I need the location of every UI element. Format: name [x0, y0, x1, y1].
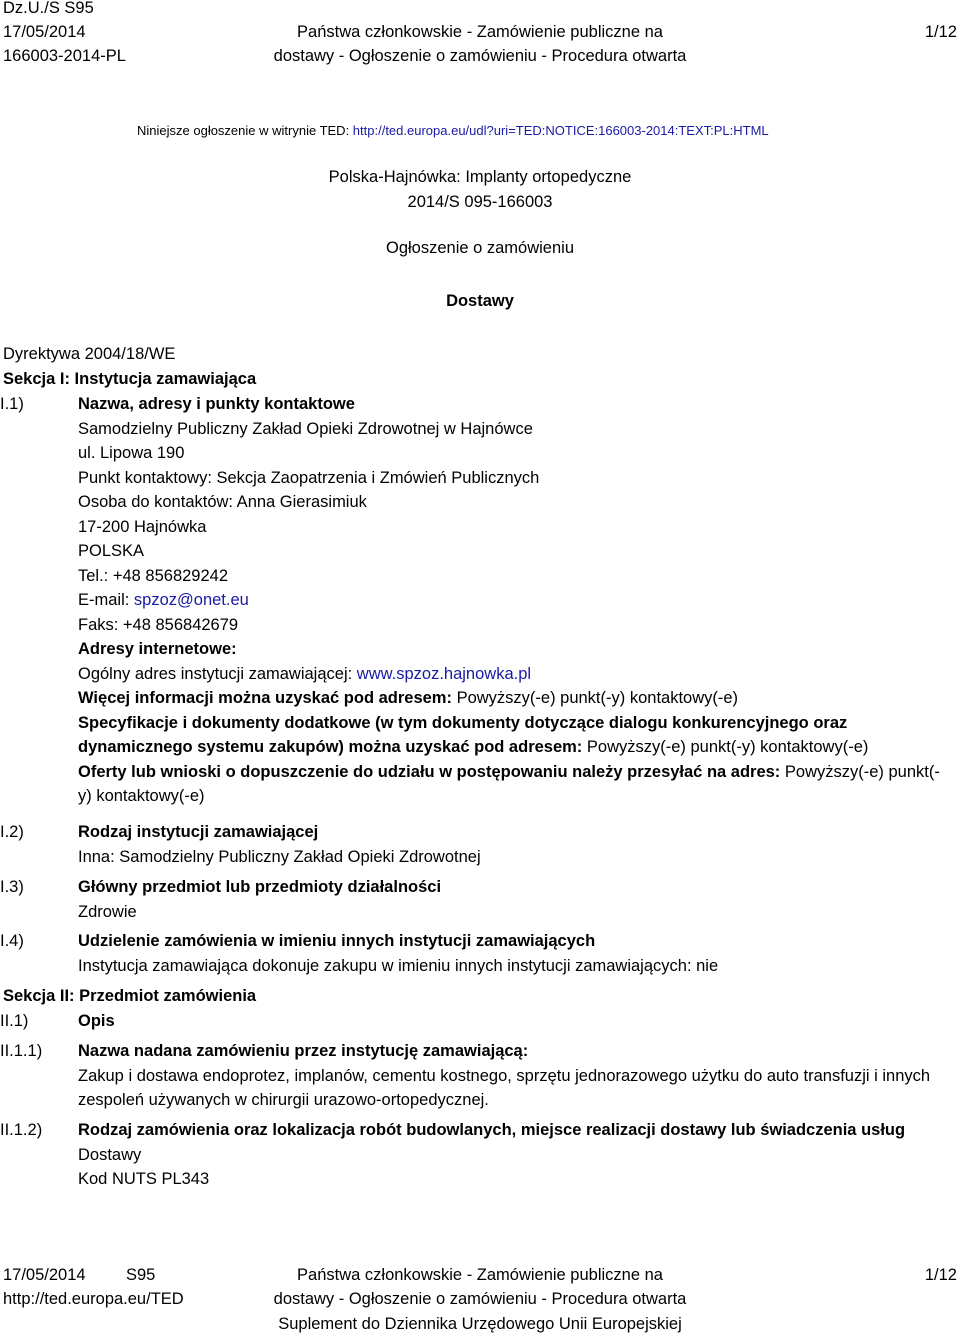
- section-i3-title: Główny przedmiot lub przedmioty działalności: [78, 878, 442, 896]
- footer-date: 17/05/2014: [3, 1266, 86, 1284]
- email-link[interactable]: spzoz@onet.eu: [133, 591, 249, 609]
- fax-line: Faks: +48 856842679: [78, 615, 239, 634]
- section-ii12-body: [78, 1118, 948, 1192]
- notice-number: 2014/S 095-166003: [407, 193, 553, 211]
- contact-line: ul. Lipowa 190: [78, 444, 185, 462]
- email-label: E-mail:: [78, 591, 134, 609]
- ted-notice-prefix: Niniejsze ogłoszenie w witrynie TED:: [137, 123, 353, 138]
- header-date: 17/05/2014: [3, 23, 86, 41]
- notice-title: Polska-Hajnówka: Implanty ortopedyczne: [328, 168, 632, 186]
- contact-line: Punkt kontaktowy: Sekcja Zaopatrzenia i Zmówień Publicznych: [78, 468, 540, 487]
- footer-category-line1: Państwa członkowskie - Zamówienie publiczne na: [297, 1266, 663, 1284]
- section-i1-number: I.1): [0, 395, 24, 413]
- footer-supplement: Suplement do Dziennika Urzędowego Unii Europejskiej: [278, 1315, 682, 1333]
- section-ii11-value: Zakup i dostawa endoprotez, implanów, cementu kostnego, sprzętu jednorazowego użytku do auto transfuzji i innych zespoleń używanych w chirurgii urazowo-ortopedycznej.: [78, 1066, 931, 1109]
- section-ii1-number: II.1): [0, 1012, 29, 1030]
- section-i3-value: Zdrowie: [78, 902, 137, 921]
- notice-type: Ogłoszenie o zamówieniu: [385, 239, 575, 257]
- section-i1-title: Nazwa, adresy i punkty kontaktowe: [78, 395, 355, 413]
- header-journal-ref: Dz.U./S S95: [3, 0, 94, 17]
- section-i4-title: Udzielenie zamówienia w imieniu innych instytucji zamawiających: [78, 932, 596, 950]
- section-i4-number: I.4): [0, 932, 24, 950]
- general-address-line: [78, 662, 948, 687]
- section-ii11-number: II.1.1): [0, 1042, 43, 1060]
- contact-line: Samodzielny Publiczny Zakład Opieki Zdrowotnej w Hajnówce: [78, 419, 533, 438]
- more-info-value: Powyższy(-e) punkt(-y) kontaktowy(-e): [456, 689, 739, 707]
- contact-line: 17-200 Hajnówka: [78, 517, 207, 536]
- email-line: [78, 588, 948, 613]
- offers-value: Powyższy(-e) punkt(-y) kontaktowy(-e): [78, 762, 940, 805]
- footer-page-number: 1/12: [924, 1266, 957, 1284]
- ted-notice-line: [137, 124, 769, 137]
- directive: Dyrektywa 2004/18/WE: [3, 345, 176, 363]
- section-i1-body: [78, 392, 948, 809]
- internet-addresses-label: Adresy internetowe:: [78, 640, 237, 658]
- ted-notice-link[interactable]: http://ted.europa.eu/udl?uri=TED:NOTICE:166003-2014:TEXT:PL:HTML: [352, 123, 769, 138]
- section-i4-body: [78, 929, 948, 978]
- section-ii12-value-2: Kod NUTS PL343: [78, 1170, 210, 1188]
- specs-line: [78, 711, 948, 760]
- header-notice-id: 166003-2014-PL: [3, 47, 126, 65]
- header-page-number: 1/12: [924, 23, 957, 41]
- section-ii12-title: Rodzaj zamówienia oraz lokalizacja robót budowlanych, miejsce realizacji dostawy lub świadczenia usług: [78, 1121, 906, 1139]
- section-i3-number: I.3): [0, 878, 24, 896]
- header-category-line1: Państwa członkowskie - Zamówienie publiczne na: [297, 23, 663, 41]
- section-i2-value: Inna: Samodzielny Publiczny Zakład Opieki Zdrowotnej: [78, 847, 481, 866]
- header-category-line2: dostawy - Ogłoszenie o zamówieniu - Procedura otwarta: [273, 47, 687, 65]
- more-info-line: [78, 686, 948, 711]
- footer-url[interactable]: http://ted.europa.eu/TED: [3, 1290, 184, 1308]
- specs-label: Specyfikacje i dokumenty dodatkowe (w tym dokumenty dotyczące dialogu konkurencyjnego oraz dynamicznego systemu zakupów) można uzyskać pod adresem:: [78, 713, 848, 756]
- contact-line: Tel.: +48 856829242: [78, 566, 229, 585]
- section-ii12-number: II.1.2): [0, 1121, 43, 1139]
- contact-line: POLSKA: [78, 542, 145, 560]
- section-i2-body: [78, 820, 948, 869]
- section-i2-number: I.2): [0, 823, 24, 841]
- notice-contract-type: Dostawy: [446, 292, 514, 310]
- more-info-label: Więcej informacji można uzyskać pod adresem:: [78, 689, 457, 707]
- section-i2-title: Rodzaj instytucji zamawiającej: [78, 823, 319, 841]
- section-ii11-body: [78, 1039, 948, 1113]
- section-ii1-title: Opis: [78, 1012, 115, 1030]
- section-i3-body: [78, 875, 948, 924]
- contact-line: Osoba do kontaktów: Anna Gierasimiuk: [78, 493, 367, 511]
- section-ii12-value-1: Dostawy: [78, 1145, 142, 1164]
- footer-series: S95: [126, 1266, 156, 1284]
- specs-value: Powyższy(-e) punkt(-y) kontaktowy(-e): [586, 738, 869, 756]
- general-address-label: Ogólny adres instytucji zamawiającej:: [78, 664, 357, 683]
- section-2-heading: Sekcja II: Przedmiot zamówienia: [3, 987, 257, 1005]
- section-ii11-title: Nazwa nadana zamówieniu przez instytucję zamawiającą:: [78, 1042, 529, 1060]
- section-1-heading: Sekcja I: Instytucja zamawiająca: [3, 370, 257, 388]
- offers-line: [78, 760, 948, 809]
- general-address-link[interactable]: www.spzoz.hajnowka.pl: [356, 664, 532, 683]
- offers-label: Oferty lub wnioski o dopuszczenie do udziału w postępowaniu należy przesyłać na adres:: [78, 762, 785, 781]
- section-i4-value: Instytucja zamawiająca dokonuje zakupu w imieniu innych instytucji zamawiających: nie: [78, 956, 719, 975]
- footer-category-line2: dostawy - Ogłoszenie o zamówieniu - Procedura otwarta: [273, 1290, 687, 1308]
